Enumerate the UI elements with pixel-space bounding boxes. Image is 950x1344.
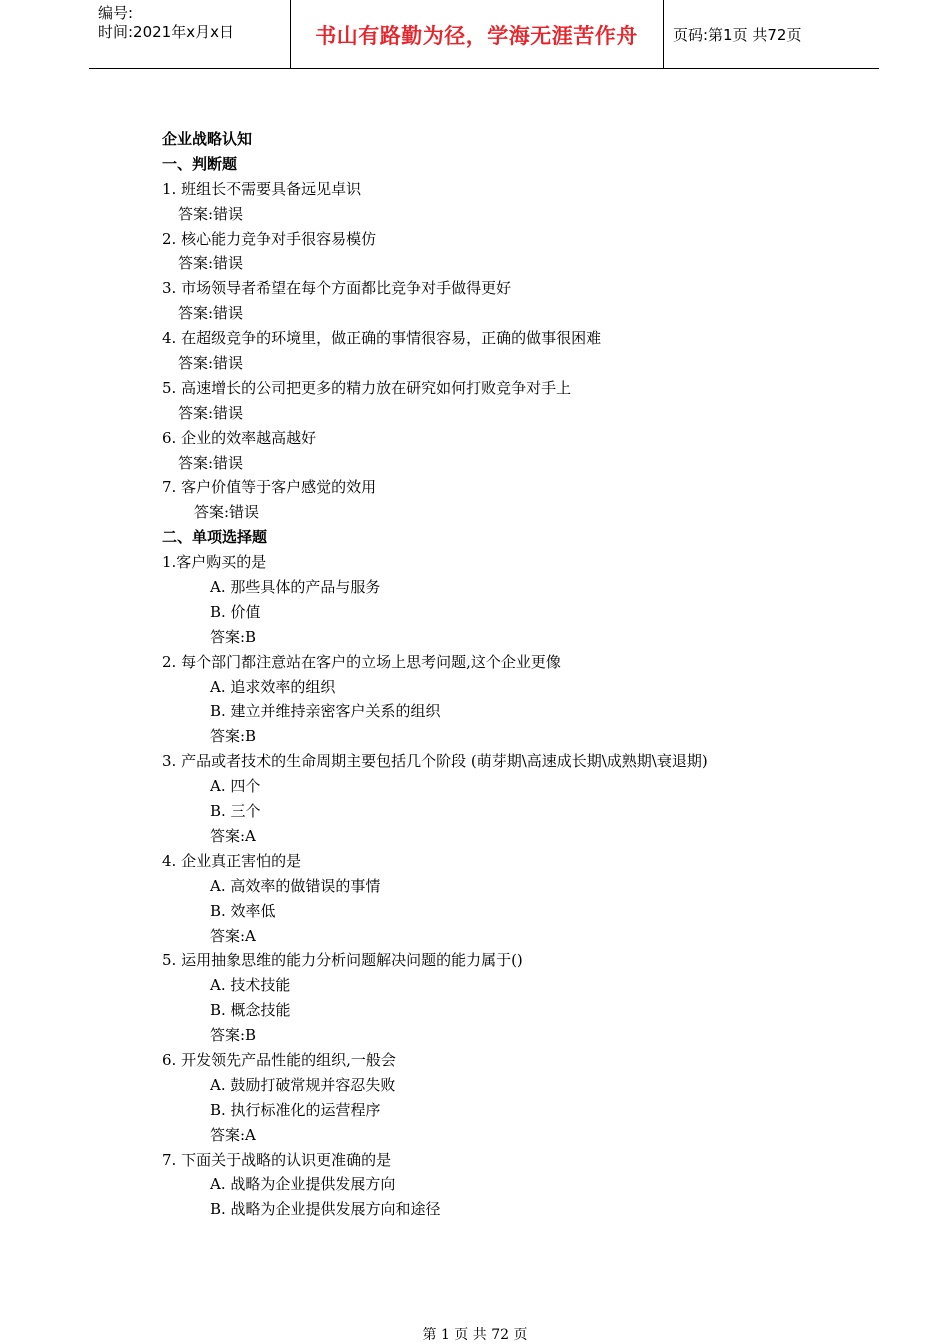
answer: 答案:错误 — [178, 304, 244, 323]
option: A. 战略为企业提供发展方向 — [210, 1175, 396, 1194]
document-title: 企业战略认知 — [162, 130, 253, 148]
page-footer: 第 1 页 共 72 页 — [422, 1327, 528, 1343]
header-page-number: 页码:第1页 共72页 — [673, 26, 802, 44]
option: A. 四个 — [210, 777, 261, 796]
option: B. 效率低 — [210, 901, 276, 920]
option: A. 鼓励打破常规并容忍失败 — [210, 1075, 396, 1094]
question: 7. 客户价值等于客户感觉的效用 — [162, 478, 377, 497]
document-body — [162, 127, 862, 1222]
question: 2. 核心能力竞争对手很容易模仿 — [162, 229, 377, 248]
option: B. 价值 — [210, 602, 261, 621]
question: 6. 开发领先产品性能的组织,一般会 — [162, 1050, 396, 1069]
answer: 答案:A — [210, 826, 256, 845]
answer: 答案:B — [210, 727, 257, 746]
serial-label: 编号: — [98, 4, 134, 22]
question: 5. 高速增长的公司把更多的精力放在研究如何打败竞争对手上 — [162, 378, 572, 397]
answer: 答案:错误 — [194, 503, 260, 522]
question: 7. 下面关于战略的认识更准确的是 — [162, 1150, 392, 1169]
header-info-cell — [89, 0, 291, 68]
answer: 答案:A — [210, 1125, 256, 1144]
answer: 答案:错误 — [178, 403, 244, 422]
page-header — [89, 0, 879, 69]
answer: 答案:错误 — [178, 354, 244, 373]
option: A. 那些具体的产品与服务 — [210, 578, 381, 597]
question: 5. 运用抽象思维的能力分析问题解决问题的能力属于() — [162, 951, 523, 970]
option: B. 概念技能 — [210, 1001, 291, 1020]
option: A. 高效率的做错误的事情 — [210, 876, 381, 895]
question: 4. 企业真正害怕的是 — [162, 851, 302, 870]
question: 1.客户购买的是 — [162, 553, 267, 572]
header-page-cell — [664, 0, 879, 68]
header-motto-cell — [290, 0, 664, 68]
answer: 答案:错误 — [178, 204, 244, 223]
question: 2. 每个部门都注意站在客户的立场上思考问题,这个企业更像 — [162, 652, 561, 671]
question: 6. 企业的效率越高越好 — [162, 428, 317, 447]
option: A. 技术技能 — [210, 976, 291, 995]
section-heading-true-false: 一、判断题 — [162, 154, 238, 173]
answer: 答案:错误 — [178, 453, 244, 472]
header-motto: 书山有路勤为径，学海无涯苦作舟 — [315, 23, 638, 48]
time-label: 时间:2021年x月x日 — [98, 23, 234, 41]
option: B. 战略为企业提供发展方向和途径 — [210, 1200, 441, 1219]
answer: 答案:B — [210, 1026, 257, 1045]
answer: 答案:B — [210, 627, 257, 646]
option: B. 三个 — [210, 802, 261, 821]
question: 3. 市场领导者希望在每个方面都比竞争对手做得更好 — [162, 279, 512, 298]
answer: 答案:错误 — [178, 254, 244, 273]
option: A. 追求效率的组织 — [210, 677, 336, 696]
answer: 答案:A — [210, 926, 256, 945]
question: 3. 产品或者技术的生命周期主要包括几个阶段 (萌芽期\高速成长期\成熟期\衰退期) — [162, 752, 708, 771]
option: B. 建立并维持亲密客户关系的组织 — [210, 702, 441, 721]
option: B. 执行标准化的运营程序 — [210, 1100, 381, 1119]
question: 4. 在超级竞争的环境里，做正确的事情很容易，正确的做事很困难 — [162, 329, 602, 348]
question: 1. 班组长不需要具备远见卓识 — [162, 179, 362, 198]
section-heading-single-choice: 二、单项选择题 — [162, 528, 268, 547]
